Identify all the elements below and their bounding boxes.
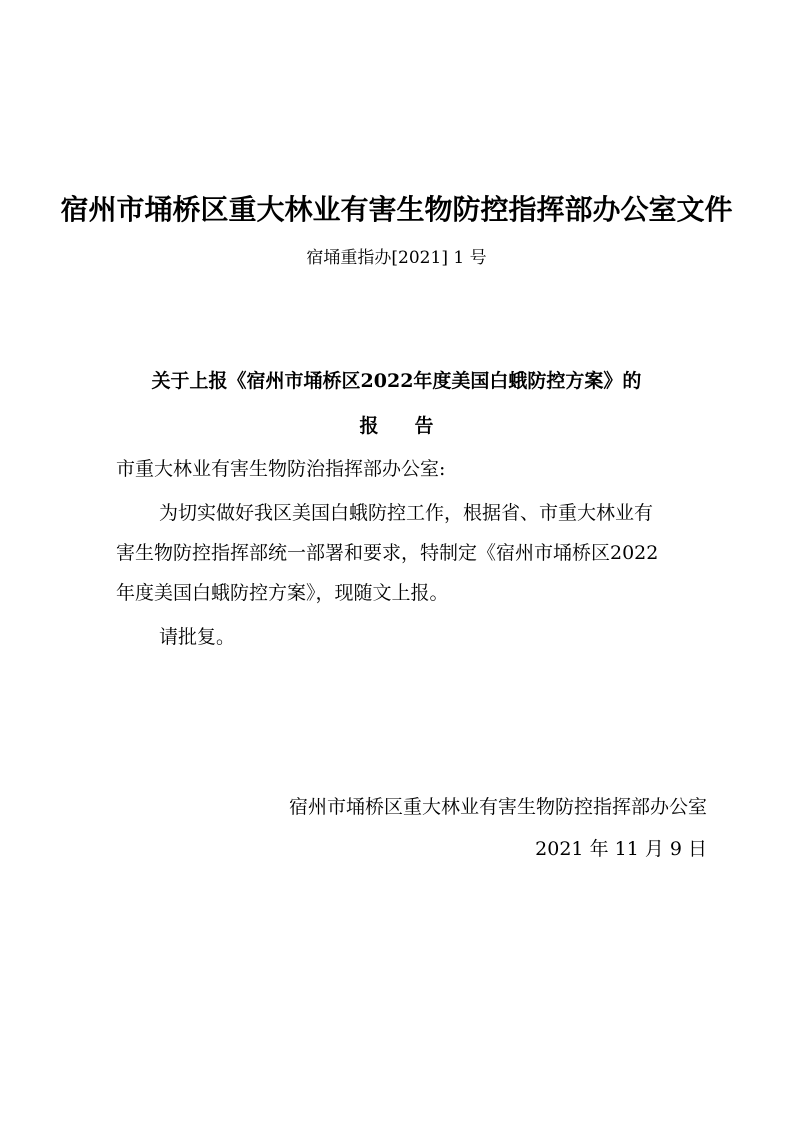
document-header-title: 宿州市埇桥区重大林业有害生物防控指挥部办公室文件	[60, 193, 733, 226]
body-paragraph-line: 害生物防控指挥部统一部署和要求，特制定《宿州市埇桥区2022	[116, 542, 659, 564]
body-paragraph-line: 年度美国白蛾防控方案》，现随文上报。	[116, 582, 449, 604]
report-title-line-1: 关于上报《宿州市埇桥区2022年度美国白蛾防控方案》的	[151, 370, 642, 392]
body-paragraph	[116, 493, 712, 613]
closing-request: 请批复。	[159, 626, 236, 648]
signature-organization: 宿州市埇桥区重大林业有害生物防控指挥部办公室	[288, 796, 707, 818]
report-title-line-2: 报告	[359, 415, 470, 437]
salutation: 市重大林业有害生物防治指挥部办公室:	[116, 458, 446, 480]
document-number: 宿埇重指办[2021] 1 号	[306, 248, 487, 268]
body-paragraph-line: 为切实做好我区美国白蛾防控工作，根据省、市重大林业有	[159, 502, 654, 524]
signature-date: 2021 年 11 月 9 日	[535, 838, 707, 860]
